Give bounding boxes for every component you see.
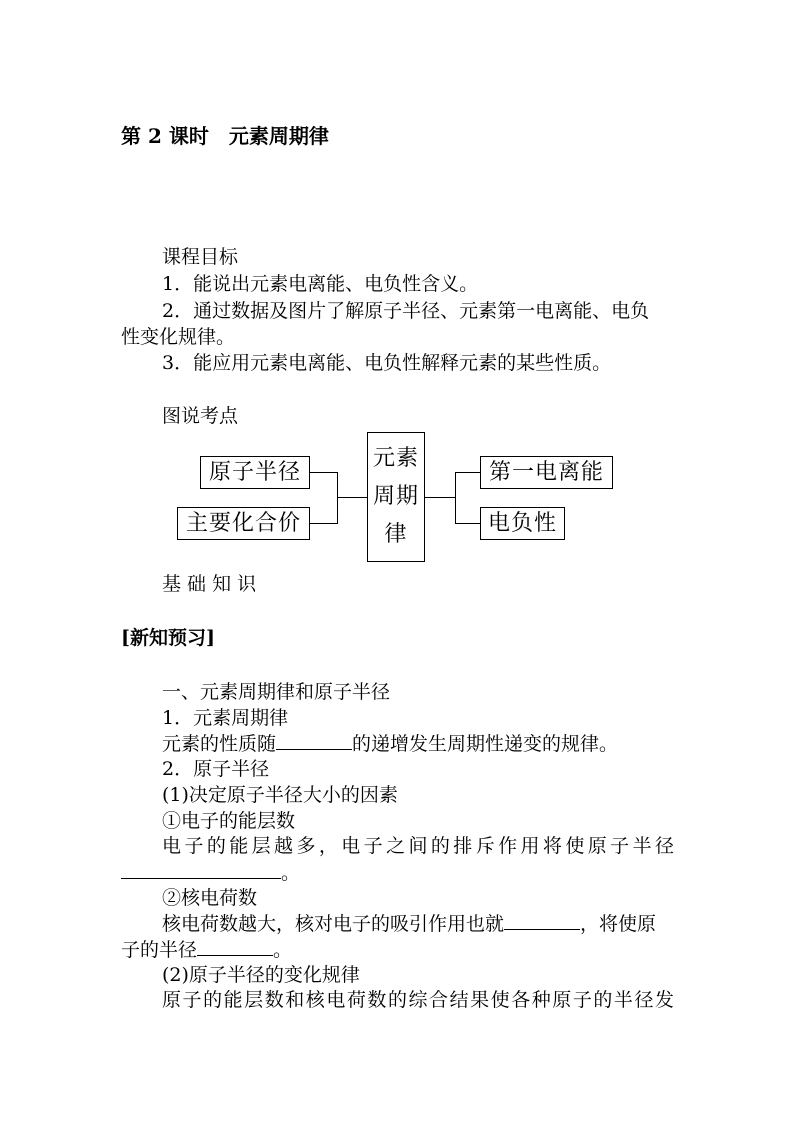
factor-item: ①电子的能层数 bbox=[162, 810, 296, 832]
connector bbox=[337, 472, 338, 524]
fill-in-blank[interactable] bbox=[121, 860, 281, 879]
objectives-heading: 课程目标 bbox=[162, 246, 239, 268]
fill-in-blank[interactable] bbox=[197, 937, 273, 956]
objective-item: 3．能应用元素电离能、电负性解释元素的某些性质。 bbox=[162, 352, 612, 374]
factor-item: ②核电荷数 bbox=[162, 887, 258, 909]
paragraph-line: 元素的性质随 的递增发生周期性递变的规律。 bbox=[162, 733, 619, 755]
fill-in-blank[interactable] bbox=[276, 731, 352, 750]
paragraph-line: 电子的能层越多，电子之间的排斥作用将使原子半径 bbox=[162, 835, 674, 857]
objective-item-continuation: 性变化规律。 bbox=[121, 326, 236, 348]
page-title: 第 2 课时 元素周期律 bbox=[121, 124, 329, 148]
paragraph-line: 子的半径 。 bbox=[121, 939, 293, 961]
section-heading: 一、元素周期律和原子半径 bbox=[162, 681, 391, 703]
preview-label: [新知预习] bbox=[121, 627, 215, 649]
concept-map-heading: 图说考点 bbox=[162, 405, 239, 427]
paragraph-line: 原子的能层数和核电荷数的综合结果使各种原子的半径发 bbox=[162, 989, 674, 1011]
concept-box-electronegativity: 电负性 bbox=[480, 507, 565, 540]
concept-box-first-ionization: 第一电离能 bbox=[480, 456, 613, 489]
connector bbox=[310, 523, 337, 524]
subsection-heading: 1．元素周期律 bbox=[162, 707, 289, 729]
paragraph-line: 。 bbox=[121, 860, 300, 885]
objective-item: 2．通过数据及图片了解原子半径、元素第一电离能、电负 bbox=[162, 300, 650, 322]
connector bbox=[425, 497, 455, 498]
rule-heading: (2)原子半径的变化规律 bbox=[162, 964, 360, 986]
objective-item: 1．能说出元素电离能、电负性含义。 bbox=[162, 273, 479, 295]
basic-knowledge-heading: 基 础 知 识 bbox=[162, 573, 257, 595]
factor-heading: (1)决定原子半径大小的因素 bbox=[162, 784, 398, 806]
subsection-heading: 2．原子半径 bbox=[162, 758, 270, 780]
connector bbox=[455, 472, 456, 524]
fill-in-blank[interactable] bbox=[504, 911, 580, 930]
connector bbox=[455, 472, 480, 473]
connector bbox=[337, 497, 367, 498]
concept-box-periodic-law: 元素 周期 律 bbox=[367, 432, 425, 562]
connector bbox=[310, 472, 337, 473]
connector bbox=[455, 523, 480, 524]
paragraph-line: 核电荷数越大，核对电子的吸引作用也就 ，将使原 bbox=[162, 913, 657, 935]
concept-box-atomic-radius: 原子半径 bbox=[200, 456, 310, 489]
concept-box-valence: 主要化合价 bbox=[177, 507, 310, 540]
